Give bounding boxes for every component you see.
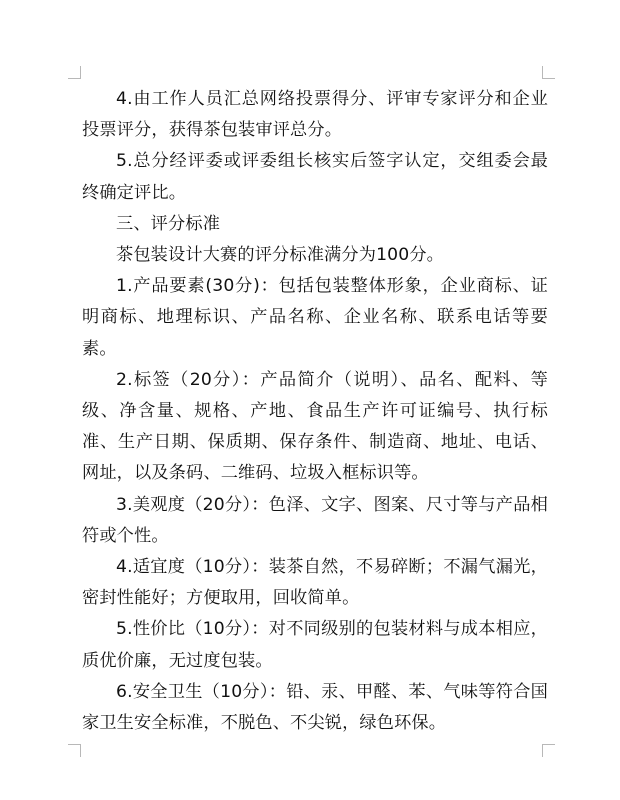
paragraph-safety-hygiene: 6.安全卫生（10分）：铅、汞、甲醛、苯、气味等符合国家卫生安全标准，不脱色、不尖锐，绿色环保。 — [82, 681, 548, 734]
paragraph-label: 2.标签（20分）：产品简介（说明）、品名、配料、等级、净含量、规格、产地、食品生产许可证编号、执行标准、生产日期、保质期、保存条件、制造商、地址、电话、网址，以及条码、二维码、垃圾入框标识等。 — [82, 369, 548, 484]
paragraph-aesthetics: 3.美观度（20分）：色泽、文字、图案、尺寸等与产品相符或个性。 — [82, 494, 548, 546]
document-body — [82, 84, 548, 739]
corner-mark-top-right — [542, 66, 555, 79]
paragraph-vote-total: 4.由工作人员汇总网络投票得分、评审专家评分和企业投票评分，获得茶包装审评总分。 — [82, 89, 548, 141]
paragraph-cost-performance: 5.性价比（10分）：对不同级别的包装材料与成本相应，质优价廉，无过度包装。 — [82, 619, 548, 671]
paragraph-product-elements: 1.产品要素(30分)：包括包装整体形象，企业商标、证明商标、地理标识、产品名称、企业名称、联系电话等要素。 — [82, 276, 548, 359]
section-heading-scoring-standard: 三、评分标准 — [116, 213, 221, 234]
corner-mark-bottom-left — [68, 744, 81, 757]
corner-mark-bottom-right — [542, 744, 555, 757]
paragraph-full-score: 茶包装设计大赛的评分标准满分为100分。 — [116, 245, 444, 266]
paragraph-suitability: 4.适宜度（10分）：装茶自然，不易碎断；不漏气漏光，密封性能好；方便取用，回收简单。 — [82, 557, 548, 609]
corner-mark-top-left — [68, 66, 81, 79]
paragraph-final-confirm: 5.总分经评委或评委组长核实后签字认定，交组委会最终确定评比。 — [82, 151, 548, 203]
